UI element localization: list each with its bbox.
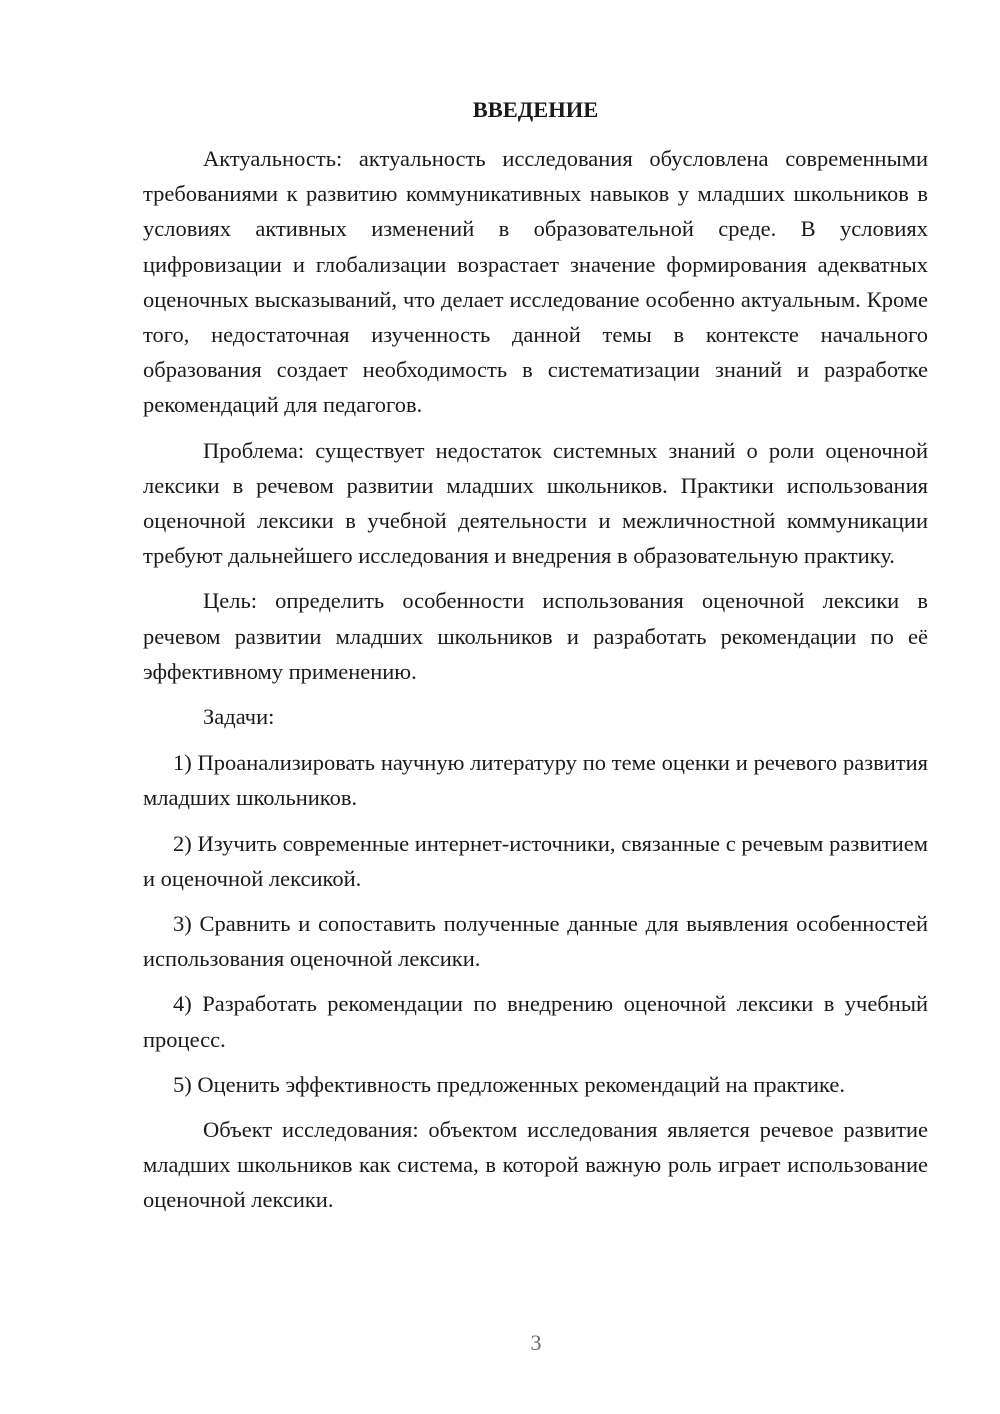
tasks-label: Задачи:	[203, 704, 275, 730]
task-item: 4) Разработать рекомендации по внедрению оценочной лексики в учебный процесс.	[143, 991, 928, 1052]
paragraph-object: Объект исследования: объектом исследования является речевое развитие младших школьников как система, в которой важную роль играет использование оценочной лексики.	[143, 1117, 928, 1213]
task-item: 5) Оценить эффективность предложенных рекомендаций на практике.	[173, 1071, 846, 1097]
task-item: 3) Сравнить и сопоставить полученные данные для выявления особенностей использования оценочной лексики.	[143, 911, 928, 972]
page-number: 3	[530, 1330, 542, 1355]
page-content	[143, 92, 928, 1228]
tasks-list	[143, 745, 928, 1102]
task-item: 2) Изучить современные интернет-источники, связанные с речевым развитием и оценочной лексикой.	[143, 830, 928, 891]
paragraph-problem: Проблема: существует недостаток системных знаний о роли оценочной лексики в речевом развитии младших школьников. Практики использования оценочной лексики в учебной деятельности и межличностной коммуникации требуют дальнейшего исследования и внедрения в образовательную практику.	[143, 437, 928, 569]
section-title: ВВЕДЕНИЕ	[472, 97, 599, 122]
paragraph-relevance: Актуальность: актуальность исследования обусловлена современными требованиями к развитию коммуникативных навыков у младших школьников в условиях активных изменений в образовательной среде. В условиях цифровизации и глобализации возрастает значение формирования адекватных оценочных высказываний, что делает исследование особенно актуальным. Кроме того, недостаточная изученность данной темы в контексте начального образования создает необходимость в систематизации знаний и разработке рекомендаций для педагогов.	[143, 146, 928, 418]
task-item: 1) Проанализировать научную литературу по теме оценки и речевого развития младших школьников.	[143, 750, 928, 811]
paragraph-goal: Цель: определить особенности использования оценочной лексики в речевом развитии младших школьников и разработать рекомендации по её эффективному применению.	[143, 588, 928, 684]
